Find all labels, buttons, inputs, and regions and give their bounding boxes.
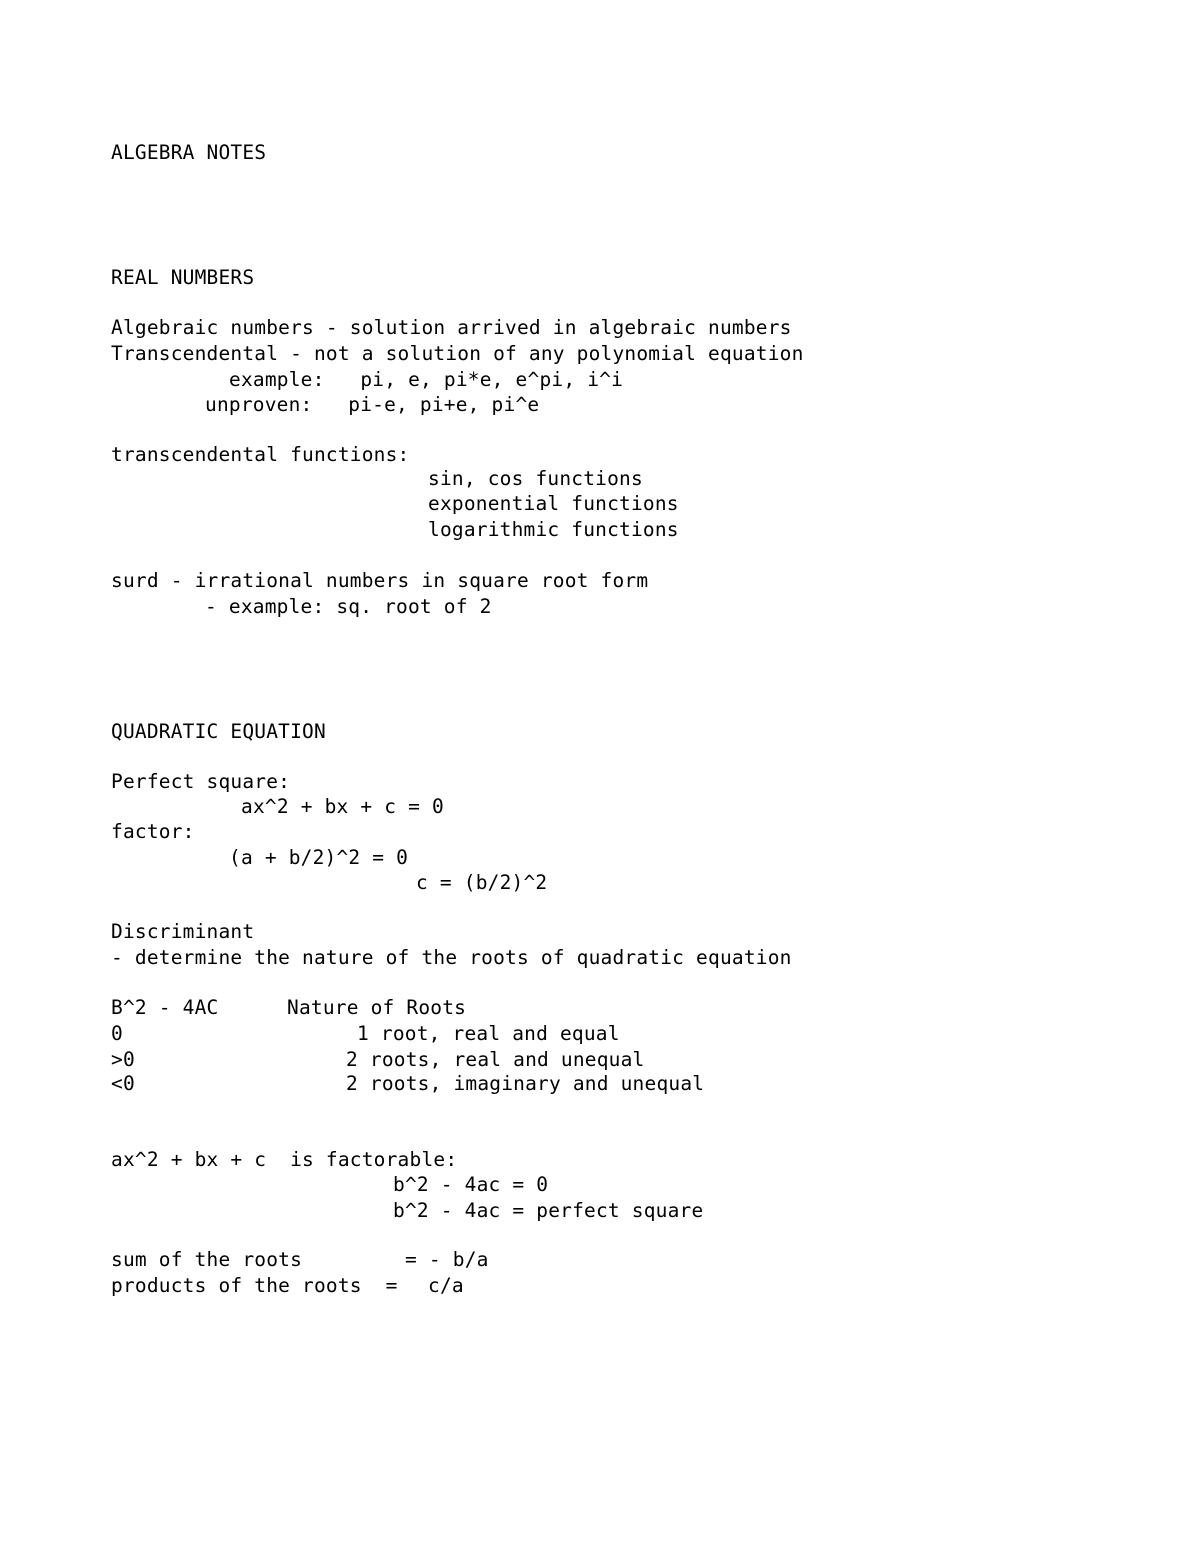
transcendental-functions-heading: transcendental functions: bbox=[111, 443, 410, 466]
roots-table-value: <0 bbox=[111, 1072, 135, 1095]
real-numbers-heading: REAL NUMBERS bbox=[111, 266, 255, 289]
roots-table-header-nature: Nature of Roots bbox=[287, 996, 467, 1019]
document-title: ALGEBRA NOTES bbox=[111, 141, 267, 164]
product-of-roots-label: products of the roots = bbox=[111, 1274, 398, 1297]
function-item: exponential functions bbox=[428, 492, 679, 515]
factorable-label: ax^2 + bx + c is factorable: bbox=[111, 1148, 458, 1171]
transcendental-line: Transcendental - not a solution of any polynomial equation bbox=[111, 342, 804, 365]
c-equation: c = (b/2)^2 bbox=[416, 871, 548, 894]
transcendental-unproven-line: unproven: pi-e, pi+e, pi^e bbox=[205, 393, 540, 416]
roots-table-header-discriminant: B^2 - 4AC bbox=[111, 996, 219, 1019]
sum-of-roots-label: sum of the roots bbox=[111, 1248, 303, 1271]
perfect-square-label: Perfect square: bbox=[111, 770, 291, 793]
roots-table-nature: 1 root, real and equal bbox=[357, 1022, 620, 1045]
factor-label: factor: bbox=[111, 820, 195, 843]
function-item: sin, cos functions bbox=[428, 467, 643, 490]
roots-table-nature: 2 roots, real and unequal bbox=[346, 1048, 645, 1071]
algebraic-numbers-line: Algebraic numbers - solution arrived in algebraic numbers bbox=[111, 316, 792, 339]
factorable-condition: b^2 - 4ac = perfect square bbox=[393, 1199, 704, 1222]
roots-table-nature: 2 roots, imaginary and unequal bbox=[346, 1072, 705, 1095]
discriminant-label: Discriminant bbox=[111, 920, 255, 943]
product-of-roots-value: c/a bbox=[428, 1274, 464, 1297]
discriminant-description: - determine the nature of the roots of quadratic equation bbox=[111, 946, 792, 969]
function-item: logarithmic functions bbox=[428, 518, 679, 541]
perfect-square-equation: ax^2 + bx + c = 0 bbox=[241, 795, 444, 818]
sum-of-roots-value: = - b/a bbox=[405, 1248, 489, 1271]
roots-table-value: 0 bbox=[111, 1022, 123, 1045]
factor-equation: (a + b/2)^2 = 0 bbox=[229, 846, 409, 869]
roots-table-value: >0 bbox=[111, 1048, 135, 1071]
surd-line: surd - irrational numbers in square root form bbox=[111, 569, 649, 592]
factorable-condition: b^2 - 4ac = 0 bbox=[393, 1173, 549, 1196]
transcendental-example-line: example: pi, e, pi*e, e^pi, i^i bbox=[229, 368, 624, 391]
quadratic-equation-heading: QUADRATIC EQUATION bbox=[111, 720, 326, 743]
surd-example-line: - example: sq. root of 2 bbox=[205, 595, 492, 618]
